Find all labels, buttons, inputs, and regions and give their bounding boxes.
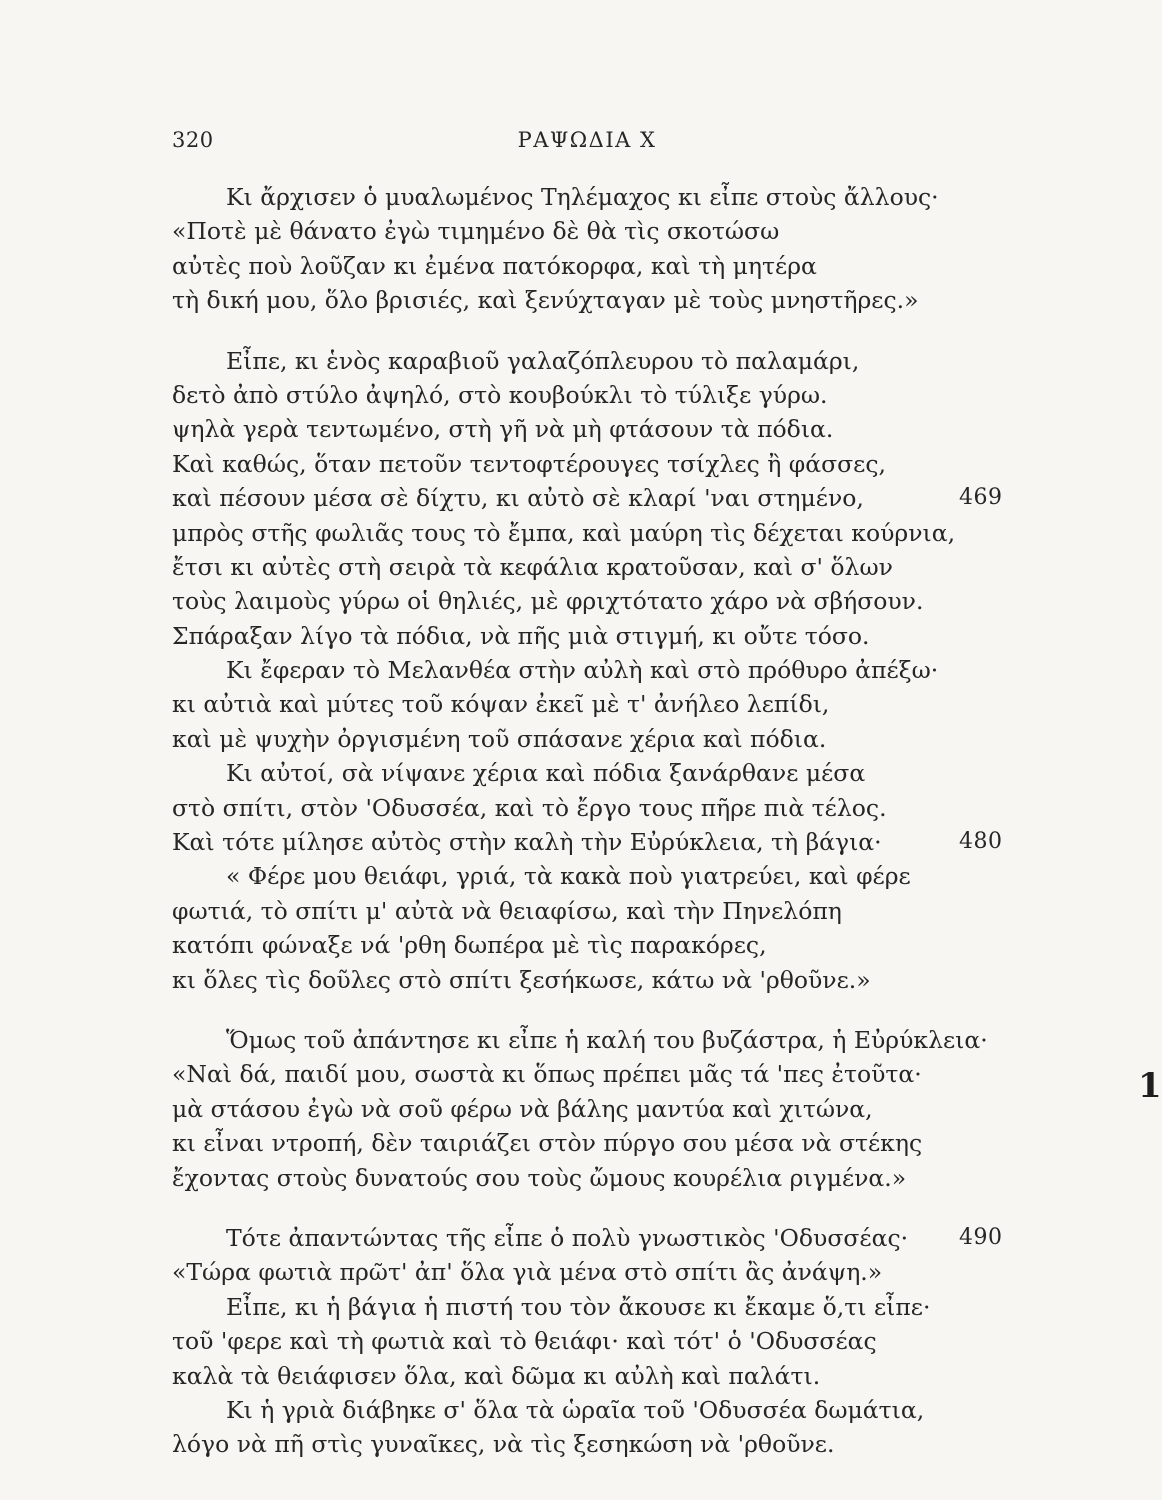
- verse-line-text: τὴ δική μου, ὅλο βρισιές, καὶ ξενύχταγαν μὲ τοὺς μνηστῆρες.»: [172, 286, 919, 315]
- verse-text: [172, 180, 1072, 1462]
- verse-line-text: « Φέρε μου θειάφι, γριά, τὰ κακὰ ποὺ γιατρεύει, καὶ φέρε: [226, 862, 911, 891]
- verse-line: [172, 378, 1072, 412]
- verse-line: [172, 1126, 1072, 1160]
- verse-line: [172, 412, 1072, 446]
- verse-line: [172, 1427, 1072, 1461]
- verse-line: [172, 1290, 1072, 1324]
- verse-line: [172, 963, 1072, 997]
- verse-line: [172, 825, 1072, 859]
- verse-line-text: τοῦ 'φερε καὶ τὴ φωτιὰ καὶ τὸ θειάφι· καὶ τότ' ὁ 'Οδυσσέας: [172, 1327, 877, 1356]
- verse-line: [172, 1324, 1072, 1358]
- verse-line-text: ψηλὰ γερὰ τεντωμένο, στὴ γῆ νὰ μὴ φτάσουν τὰ πόδια.: [172, 415, 834, 444]
- verse-line: [172, 1393, 1072, 1427]
- verse-line: [172, 894, 1072, 928]
- line-number: 490: [959, 1224, 1003, 1250]
- verse-line-text: Καὶ καθώς, ὅταν πετοῦν τεντοφτέρουγες τσίχλες ἢ φάσσες,: [172, 449, 886, 478]
- verse-line-text: ἔχοντας στοὺς δυνατούς σου τοὺς ὤμους κουρέλια ριγμένα.»: [172, 1163, 907, 1192]
- verse-line: [172, 756, 1072, 790]
- verse-line: [172, 447, 1072, 481]
- verse-line-text: Κι αὐτοί, σὰ νίψανε χέρια καὶ πόδια ξανάρθανε μέσα: [226, 759, 866, 788]
- verse-line-text: καὶ μὲ ψυχὴν ὀργισμένη τοῦ σπάσανε χέρια καὶ πόδια.: [172, 724, 827, 753]
- verse-line: [172, 481, 1072, 515]
- verse-line-text: Ὅμως τοῦ ἀπάντησε κι εἶπε ἡ καλή του βυζάστρα, ἡ Εὐρύκλεια·: [226, 1025, 988, 1054]
- verse-line-text: καλὰ τὰ θειάφισεν ὅλα, καὶ δῶμα κι αὐλὴ καὶ παλάτι.: [172, 1361, 821, 1390]
- verse-line-text: δετὸ ἀπὸ στύλο ἀψηλό, στὸ κουβούκλι τὸ τύλιξε γύρω.: [172, 380, 828, 409]
- verse-line-text: στὸ σπίτι, στὸν 'Οδυσσέα, καὶ τὸ ἔργο τους πῆρε πιὰ τέλος.: [172, 793, 887, 822]
- verse-line-text: «Τώρα φωτιὰ πρῶτ' ἀπ' ὅλα γιὰ μένα στὸ σπίτι ἂς ἀνάψη.»: [172, 1258, 883, 1287]
- verse-line: [172, 1092, 1072, 1126]
- verse-line: [172, 283, 1072, 317]
- verse-line: [172, 653, 1072, 687]
- verse-line: [172, 516, 1072, 550]
- verse-line: [172, 180, 1072, 214]
- verse-line-text: κι ὅλες τὶς δοῦλες στὸ σπίτι ξεσήκωσε, κάτω νὰ 'ρθοῦνε.»: [172, 965, 871, 994]
- verse-line-text: Σπάραξαν λίγο τὰ πόδια, νὰ πῆς μιὰ στιγμή, κι οὔτε τόσο.: [172, 621, 870, 650]
- verse-line: [172, 344, 1072, 378]
- verse-line-text: «Ποτὲ μὲ θάνατο ἐγὼ τιμημένο δὲ θὰ τὶς σκοτώσω: [172, 217, 780, 246]
- page-header: [172, 128, 1002, 158]
- verse-line-text: Κι ἄρχισεν ὁ μυαλωμένος Τηλέμαχος κι εἶπε στοὺς ἄλλους·: [226, 183, 939, 211]
- verse-line-text: κατόπι φώναξε νά 'ρθη δωπέρα μὲ τὶς παρακόρες,: [172, 931, 767, 960]
- verse-line: [172, 1255, 1072, 1289]
- verse-line-text: αὐτὲς ποὺ λοῦζαν κι ἐμένα πατόκορφα, καὶ τὴ μητέρα: [172, 251, 817, 280]
- verse-line: [172, 550, 1072, 584]
- verse-line-text: ἔτσι κι αὐτὲς στὴ σειρὰ τὰ κεφάλια κρατοῦσαν, καὶ σ' ὅλων: [172, 552, 893, 581]
- verse-line: [172, 791, 1072, 825]
- verse-line: [172, 249, 1072, 283]
- verse-line: [172, 1023, 1072, 1057]
- verse-line: [172, 1161, 1072, 1195]
- verse-line-text: Κι ἡ γριὰ διάβηκε σ' ὅλα τὰ ὡραῖα τοῦ 'Οδυσσέα δωμάτια,: [226, 1395, 925, 1424]
- verse-line: [172, 928, 1072, 962]
- verse-line-text: μπρὸς στῆς φωλιᾶς τους τὸ ἔμπα, καὶ μαύρη τὶς δέχεται κούρνια,: [172, 518, 956, 547]
- verse-line: [172, 1359, 1072, 1393]
- verse-line-text: λόγο νὰ πῆ στὶς γυναῖκες, νὰ τὶς ξεσηκώση νὰ 'ρθοῦνε.: [172, 1430, 835, 1459]
- verse-line-text: Τότε ἀπαντώντας τῆς εἶπε ὁ πολὺ γνωστικὸς 'Οδυσσέας·: [226, 1223, 909, 1252]
- verse-line-text: Εἶπε, κι ἡ βάγια ἡ πιστή του τὸν ἄκουσε κι ἔκαμε ὅ,τι εἶπε·: [226, 1292, 931, 1321]
- verse-line-text: Εἶπε, κι ἑνὸς καραβιοῦ γαλαζόπλευρου τὸ παλαμάρι,: [226, 346, 860, 375]
- running-title: ΡΑΨΩΔΙΑ Χ: [517, 128, 657, 152]
- verse-line: [172, 1057, 1072, 1091]
- line-number: 480: [959, 829, 1003, 855]
- verse-line: [172, 1221, 1072, 1255]
- verse-line-text: τοὺς λαιμοὺς γύρω οἱ θηλιές, μὲ φριχτότατο χάρο νὰ σβήσουν.: [172, 587, 924, 616]
- verse-line-text: μὰ στάσου ἐγὼ νὰ σοῦ φέρω νὰ βάλης μαντύα καὶ χιτώνα,: [172, 1094, 873, 1123]
- verse-line: [172, 584, 1072, 618]
- verse-line: [172, 214, 1072, 248]
- verse-line-text: «Ναὶ δά, παιδί μου, σωστὰ κι ὅπως πρέπει μᾶς τά 'πες ἐτοῦτα·: [172, 1060, 922, 1089]
- verse-line: [172, 687, 1072, 721]
- margin-mark: 1: [1138, 1066, 1162, 1106]
- verse-line: [172, 619, 1072, 653]
- page-number: 320: [172, 128, 214, 152]
- verse-line-text: φωτιά, τὸ σπίτι μ' αὐτὰ νὰ θειαφίσω, καὶ τὴν Πηνελόπη: [172, 896, 842, 925]
- verse-line-text: καὶ πέσουν μέσα σὲ δίχτυ, κι αὐτὸ σὲ κλαρί 'ναι στημένο,: [172, 484, 864, 513]
- verse-line-text: Καὶ τότε μίλησε αὐτὸς στὴν καλὴ τὴν Εὐρύκλεια, τὴ βάγια·: [172, 828, 882, 857]
- verse-line-text: Κι ἔφεραν τὸ Μελανθέα στὴν αὐλὴ καὶ στὸ πρόθυρο ἀπέξω·: [226, 656, 939, 685]
- line-number: 469: [959, 485, 1003, 511]
- verse-line: [172, 722, 1072, 756]
- verse-line-text: κι εἶναι ντροπή, δὲν ταιριάζει στὸν πύργο σου μέσα νὰ στέκης: [172, 1129, 923, 1158]
- verse-line-text: κι αὐτιὰ καὶ μύτες τοῦ κόψαν ἐκεῖ μὲ τ' ἀνήλεο λεπίδι,: [172, 690, 830, 719]
- verse-line: [172, 859, 1072, 893]
